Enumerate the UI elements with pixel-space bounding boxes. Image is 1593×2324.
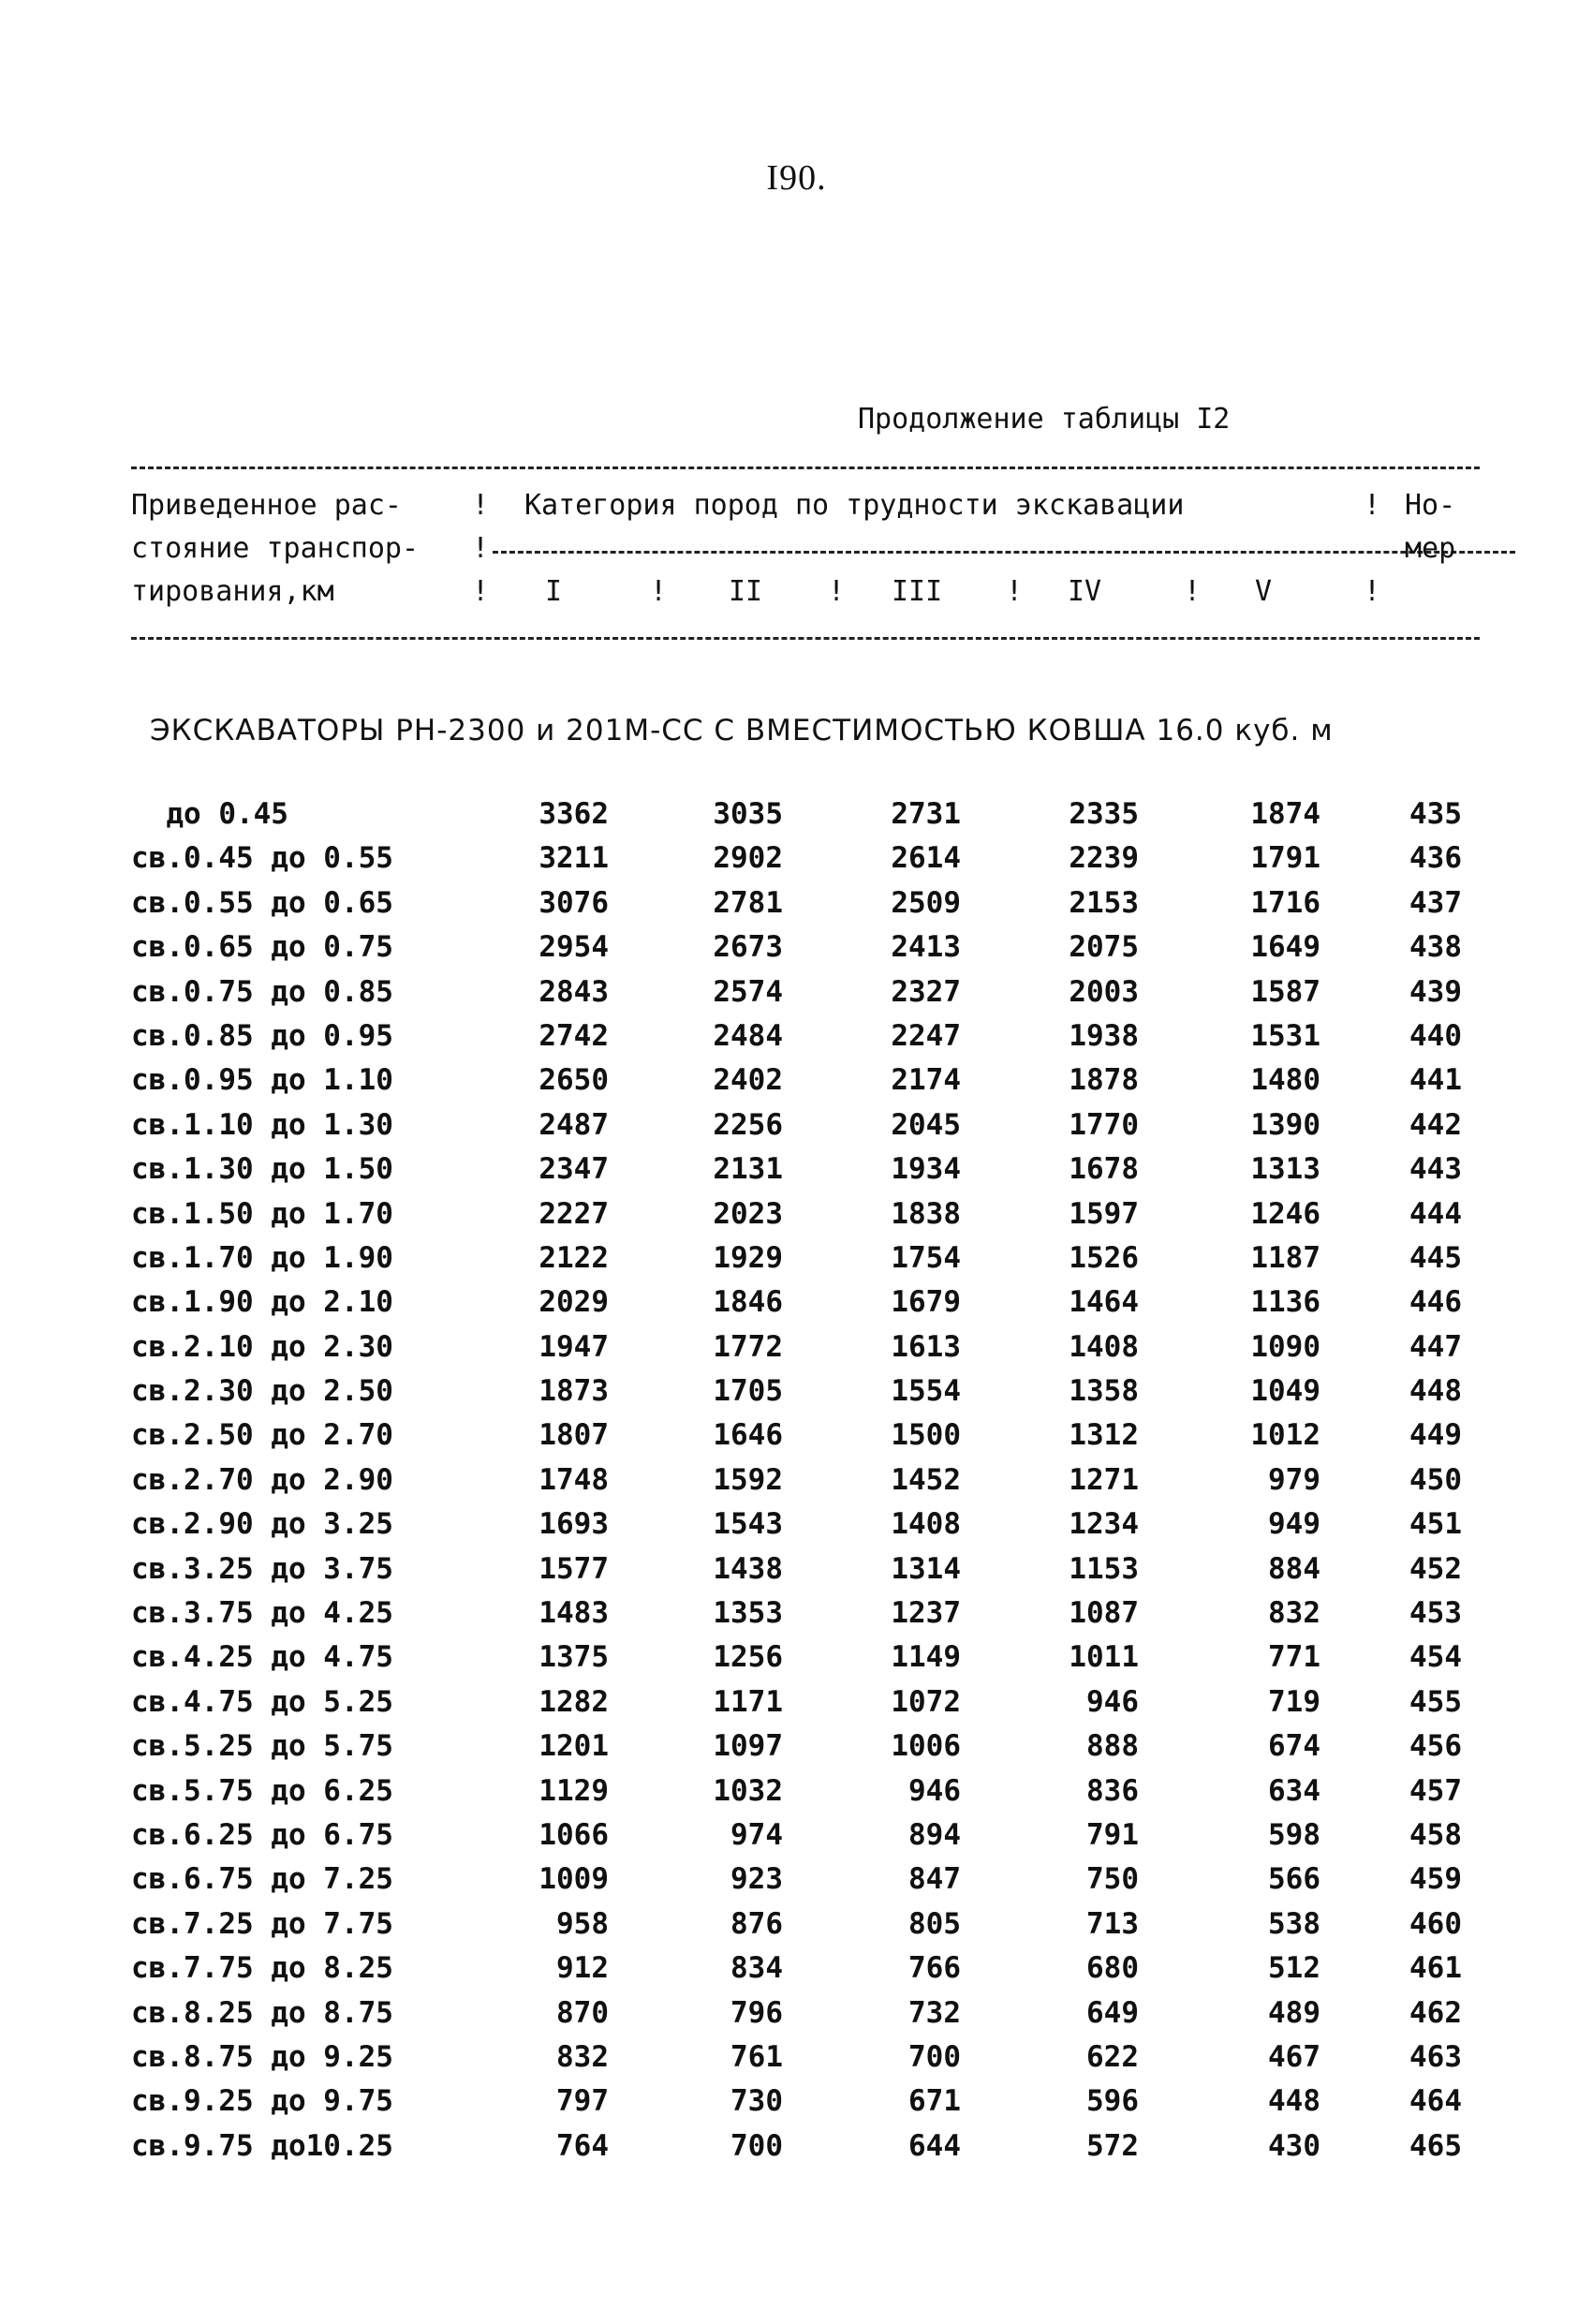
page-number: I90. xyxy=(766,158,827,198)
distance-cell: св.2.50 до 2.70 xyxy=(131,1418,393,1453)
category-1-value: 1129 xyxy=(538,1773,609,1808)
table-row xyxy=(0,1818,1593,1862)
category-2-value: 2781 xyxy=(713,885,783,920)
category-4-value: 713 xyxy=(1086,1906,1139,1941)
category-1-value: 1066 xyxy=(538,1817,609,1852)
table-row xyxy=(0,1596,1593,1640)
distance-cell: св.3.25 до 3.75 xyxy=(131,1551,393,1586)
category-4-value: 1878 xyxy=(1069,1063,1139,1098)
distance-cell: св.8.25 до 8.75 xyxy=(131,1995,393,2030)
table-row xyxy=(0,930,1593,974)
header-inner-rule xyxy=(493,551,1515,554)
table-body xyxy=(0,797,1593,2173)
category-5-value: 1649 xyxy=(1250,930,1320,965)
category-5-value: 1531 xyxy=(1250,1018,1320,1053)
category-3-value: 1754 xyxy=(891,1240,961,1275)
category-2-value: 761 xyxy=(730,2039,783,2074)
category-5-value: 430 xyxy=(1268,2128,1320,2163)
row-number-cell: 447 xyxy=(1409,1329,1462,1364)
category-3-value: 766 xyxy=(908,1951,961,1986)
header-separator: ! xyxy=(828,575,846,608)
category-2-value: 1772 xyxy=(713,1329,783,1364)
row-number-cell: 436 xyxy=(1409,841,1462,876)
category-1-value: 1483 xyxy=(538,1596,609,1631)
distance-cell: св.2.90 до 3.25 xyxy=(131,1507,393,1542)
category-3-value: 946 xyxy=(908,1773,961,1808)
header-number-line-1: Но- xyxy=(1405,489,1456,522)
category-3-value: 2413 xyxy=(891,930,961,965)
category-5-value: 1480 xyxy=(1250,1063,1320,1098)
category-5-value: 512 xyxy=(1268,1951,1320,1986)
distance-cell: св.4.25 до 4.75 xyxy=(131,1640,393,1675)
category-4-value: 946 xyxy=(1086,1684,1139,1719)
table-row xyxy=(0,1996,1593,2040)
table-row xyxy=(0,841,1593,885)
category-1-value: 1282 xyxy=(538,1684,609,1719)
category-5-value: 634 xyxy=(1268,1773,1320,1808)
header-distance-line-1: Приведенное рас- xyxy=(131,489,402,522)
header-separator: ! xyxy=(1184,575,1202,608)
category-4-value: 2153 xyxy=(1069,885,1139,920)
category-4-value: 1678 xyxy=(1069,1152,1139,1187)
category-5-value: 979 xyxy=(1268,1462,1320,1497)
category-5-value: 538 xyxy=(1268,1906,1320,1941)
category-3-value: 1237 xyxy=(891,1596,961,1631)
category-2-value: 1846 xyxy=(713,1285,783,1320)
category-3-value: 1006 xyxy=(891,1729,961,1764)
category-3-value: 894 xyxy=(908,1817,961,1852)
distance-cell: св.1.90 до 2.10 xyxy=(131,1285,393,1320)
category-1-value: 1009 xyxy=(538,1862,609,1897)
row-number-cell: 445 xyxy=(1409,1240,1462,1275)
category-2-value: 2023 xyxy=(713,1196,783,1231)
category-3-value: 1314 xyxy=(891,1551,961,1586)
category-4-value: 791 xyxy=(1086,1817,1139,1852)
category-5-value: 1090 xyxy=(1250,1329,1320,1364)
header-category-2: II xyxy=(729,575,763,608)
header-separator: ! xyxy=(1006,575,1024,608)
table-row xyxy=(0,1463,1593,1507)
distance-cell: св.1.30 до 1.50 xyxy=(131,1152,393,1187)
row-number-cell: 458 xyxy=(1409,1817,1462,1852)
category-5-value: 1136 xyxy=(1250,1285,1320,1320)
distance-cell: св.0.85 до 0.95 xyxy=(131,1018,393,1053)
table-row xyxy=(0,1685,1593,1729)
category-5-value: 674 xyxy=(1268,1729,1320,1764)
table-row xyxy=(0,2129,1593,2173)
distance-cell: св.7.25 до 7.75 xyxy=(131,1906,393,1941)
distance-cell: св.6.25 до 6.75 xyxy=(131,1817,393,1852)
category-5-value: 489 xyxy=(1268,1995,1320,2030)
category-3-value: 1934 xyxy=(891,1152,961,1187)
table-row xyxy=(0,1063,1593,1107)
category-2-value: 1256 xyxy=(713,1640,783,1675)
table-row xyxy=(0,1507,1593,1551)
category-3-value: 2731 xyxy=(891,797,961,831)
category-3-value: 1554 xyxy=(891,1374,961,1409)
table-row xyxy=(0,1907,1593,1951)
category-1-value: 2742 xyxy=(538,1018,609,1053)
category-2-value: 834 xyxy=(730,1951,783,1986)
category-1-value: 958 xyxy=(556,1906,609,1941)
category-4-value: 1597 xyxy=(1069,1196,1139,1231)
category-1-value: 1577 xyxy=(538,1551,609,1586)
distance-cell: св.0.55 до 0.65 xyxy=(131,885,393,920)
distance-cell: св.1.50 до 1.70 xyxy=(131,1196,393,1231)
distance-cell: св.6.75 до 7.25 xyxy=(131,1862,393,1897)
row-number-cell: 459 xyxy=(1409,1862,1462,1897)
category-4-value: 1234 xyxy=(1069,1507,1139,1542)
table-row xyxy=(0,2040,1593,2084)
category-4-value: 680 xyxy=(1086,1951,1139,1986)
row-number-cell: 442 xyxy=(1409,1107,1462,1142)
row-number-cell: 462 xyxy=(1409,1995,1462,2030)
row-number-cell: 456 xyxy=(1409,1729,1462,1764)
category-2-value: 1032 xyxy=(713,1773,783,1808)
distance-cell: св.8.75 до 9.25 xyxy=(131,2039,393,2074)
row-number-cell: 441 xyxy=(1409,1063,1462,1098)
category-2-value: 700 xyxy=(730,2128,783,2163)
row-number-cell: 463 xyxy=(1409,2039,1462,2074)
category-5-value: 566 xyxy=(1268,1862,1320,1897)
category-3-value: 1679 xyxy=(891,1285,961,1320)
row-number-cell: 449 xyxy=(1409,1418,1462,1453)
category-2-value: 1353 xyxy=(713,1596,783,1631)
table-row xyxy=(0,975,1593,1019)
section-title: ЭКСКАВАТОРЫ РН-2300 и 201М-СС С ВМЕСТИМОСТЬЮ КОВША 16.0 куб. м xyxy=(150,714,1334,748)
category-4-value: 836 xyxy=(1086,1773,1139,1808)
header-number-line-2: мер xyxy=(1405,532,1456,565)
category-3-value: 1452 xyxy=(891,1462,961,1497)
table-row xyxy=(0,1862,1593,1906)
top-rule xyxy=(131,466,1480,469)
category-1-value: 1748 xyxy=(538,1462,609,1497)
category-2-value: 1543 xyxy=(713,1507,783,1542)
category-2-value: 1929 xyxy=(713,1240,783,1275)
category-5-value: 1874 xyxy=(1250,797,1320,831)
category-5-value: 1049 xyxy=(1250,1374,1320,1409)
category-4-value: 649 xyxy=(1086,1995,1139,2030)
category-4-value: 622 xyxy=(1086,2039,1139,2074)
row-number-cell: 454 xyxy=(1409,1640,1462,1675)
header-bottom-rule xyxy=(131,637,1480,640)
table-row xyxy=(0,1774,1593,1818)
distance-cell: до 0.45 xyxy=(131,797,288,831)
category-4-value: 1087 xyxy=(1069,1596,1139,1631)
row-number-cell: 446 xyxy=(1409,1285,1462,1320)
category-5-value: 1791 xyxy=(1250,841,1320,876)
category-1-value: 2650 xyxy=(538,1063,609,1098)
category-5-value: 719 xyxy=(1268,1684,1320,1719)
category-5-value: 1390 xyxy=(1250,1107,1320,1142)
table-row xyxy=(0,1729,1593,1773)
category-4-value: 572 xyxy=(1086,2128,1139,2163)
category-1-value: 797 xyxy=(556,2084,609,2119)
row-number-cell: 465 xyxy=(1409,2128,1462,2163)
category-1-value: 1947 xyxy=(538,1329,609,1364)
table-row xyxy=(0,1418,1593,1462)
header-separator: ! xyxy=(1364,575,1381,608)
table-row xyxy=(0,1241,1593,1285)
category-3-value: 2509 xyxy=(891,885,961,920)
distance-cell: св.5.75 до 6.25 xyxy=(131,1773,393,1808)
header-category-5: V xyxy=(1255,575,1273,608)
category-3-value: 732 xyxy=(908,1995,961,2030)
category-1-value: 2122 xyxy=(538,1240,609,1275)
row-number-cell: 450 xyxy=(1409,1462,1462,1497)
header-separator: ! xyxy=(472,532,490,565)
table-continuation-label: Продолжение таблицы I2 xyxy=(858,403,1231,436)
category-3-value: 1613 xyxy=(891,1329,961,1364)
category-2-value: 1592 xyxy=(713,1462,783,1497)
header-separator: ! xyxy=(650,575,668,608)
category-5-value: 884 xyxy=(1268,1551,1320,1586)
row-number-cell: 457 xyxy=(1409,1773,1462,1808)
category-1-value: 1375 xyxy=(538,1640,609,1675)
category-2-value: 2256 xyxy=(713,1107,783,1142)
category-1-value: 2487 xyxy=(538,1107,609,1142)
category-4-value: 2335 xyxy=(1069,797,1139,831)
category-4-value: 1312 xyxy=(1069,1418,1139,1453)
category-3-value: 847 xyxy=(908,1862,961,1897)
category-1-value: 2347 xyxy=(538,1152,609,1187)
distance-cell: св.9.75 до10.25 xyxy=(131,2128,393,2163)
distance-cell: св.2.10 до 2.30 xyxy=(131,1329,393,1364)
distance-cell: св.7.75 до 8.25 xyxy=(131,1951,393,1986)
category-3-value: 1838 xyxy=(891,1196,961,1231)
category-2-value: 2402 xyxy=(713,1063,783,1098)
category-2-value: 923 xyxy=(730,1862,783,1897)
row-number-cell: 444 xyxy=(1409,1196,1462,1231)
category-4-value: 1153 xyxy=(1069,1551,1139,1586)
category-4-value: 750 xyxy=(1086,1862,1139,1897)
distance-cell: св.0.75 до 0.85 xyxy=(131,974,393,1009)
category-4-value: 1011 xyxy=(1069,1640,1139,1675)
row-number-cell: 435 xyxy=(1409,797,1462,831)
category-1-value: 2227 xyxy=(538,1196,609,1231)
row-number-cell: 452 xyxy=(1409,1551,1462,1586)
category-3-value: 1500 xyxy=(891,1418,961,1453)
category-4-value: 2075 xyxy=(1069,930,1139,965)
category-4-value: 1464 xyxy=(1069,1285,1139,1320)
row-number-cell: 437 xyxy=(1409,885,1462,920)
header-category-1: I xyxy=(545,575,563,608)
table-row xyxy=(0,1152,1593,1196)
category-4-value: 1938 xyxy=(1069,1018,1139,1053)
category-4-value: 888 xyxy=(1086,1729,1139,1764)
category-4-value: 2003 xyxy=(1069,974,1139,1009)
distance-cell: св.0.95 до 1.10 xyxy=(131,1063,393,1098)
category-3-value: 644 xyxy=(908,2128,961,2163)
table-row xyxy=(0,1640,1593,1684)
category-2-value: 1705 xyxy=(713,1374,783,1409)
category-2-value: 2574 xyxy=(713,974,783,1009)
table-row xyxy=(0,1552,1593,1596)
category-1-value: 3362 xyxy=(538,797,609,831)
category-5-value: 1246 xyxy=(1250,1196,1320,1231)
table-header xyxy=(131,489,1480,629)
category-5-value: 598 xyxy=(1268,1817,1320,1852)
category-1-value: 870 xyxy=(556,1995,609,2030)
category-2-value: 1646 xyxy=(713,1418,783,1453)
category-1-value: 1693 xyxy=(538,1507,609,1542)
category-2-value: 730 xyxy=(730,2084,783,2119)
header-category-3: III xyxy=(892,575,943,608)
category-5-value: 1716 xyxy=(1250,885,1320,920)
category-5-value: 1587 xyxy=(1250,974,1320,1009)
category-3-value: 671 xyxy=(908,2084,961,2119)
distance-cell: св.5.25 до 5.75 xyxy=(131,1729,393,1764)
category-4-value: 1271 xyxy=(1069,1462,1139,1497)
header-category-title: Категория пород по трудности экскавации xyxy=(524,489,1185,522)
category-5-value: 832 xyxy=(1268,1596,1320,1631)
table-row xyxy=(0,2084,1593,2128)
row-number-cell: 438 xyxy=(1409,930,1462,965)
category-1-value: 1201 xyxy=(538,1729,609,1764)
header-distance-line-3: тирования,км xyxy=(131,575,334,608)
header-distance-line-2: стояние транспор- xyxy=(131,532,420,565)
header-category-4: IV xyxy=(1068,575,1102,608)
category-2-value: 876 xyxy=(730,1906,783,1941)
row-number-cell: 464 xyxy=(1409,2084,1462,2119)
category-3-value: 700 xyxy=(908,2039,961,2074)
row-number-cell: 448 xyxy=(1409,1374,1462,1409)
category-1-value: 912 xyxy=(556,1951,609,1986)
category-5-value: 1012 xyxy=(1250,1418,1320,1453)
category-2-value: 1171 xyxy=(713,1684,783,1719)
table-row xyxy=(0,1285,1593,1329)
distance-cell: св.3.75 до 4.25 xyxy=(131,1596,393,1631)
distance-cell: св.2.70 до 2.90 xyxy=(131,1462,393,1497)
category-3-value: 2614 xyxy=(891,841,961,876)
category-5-value: 1313 xyxy=(1250,1152,1320,1187)
row-number-cell: 461 xyxy=(1409,1951,1462,1986)
category-2-value: 2902 xyxy=(713,841,783,876)
category-3-value: 2327 xyxy=(891,974,961,1009)
table-row xyxy=(0,797,1593,841)
category-2-value: 2484 xyxy=(713,1018,783,1053)
category-1-value: 2843 xyxy=(538,974,609,1009)
category-3-value: 2247 xyxy=(891,1018,961,1053)
category-4-value: 1526 xyxy=(1069,1240,1139,1275)
category-4-value: 1408 xyxy=(1069,1329,1139,1364)
table-row xyxy=(0,1108,1593,1152)
row-number-cell: 455 xyxy=(1409,1684,1462,1719)
category-3-value: 2045 xyxy=(891,1107,961,1142)
category-1-value: 2954 xyxy=(538,930,609,965)
category-3-value: 1408 xyxy=(891,1507,961,1542)
distance-cell: св.1.70 до 1.90 xyxy=(131,1240,393,1275)
category-4-value: 1358 xyxy=(1069,1374,1139,1409)
category-5-value: 448 xyxy=(1268,2084,1320,2119)
category-1-value: 2029 xyxy=(538,1285,609,1320)
table-row xyxy=(0,1197,1593,1241)
category-4-value: 596 xyxy=(1086,2084,1139,2119)
category-2-value: 1097 xyxy=(713,1729,783,1764)
table-row xyxy=(0,1374,1593,1418)
distance-cell: св.0.65 до 0.75 xyxy=(131,930,393,965)
category-2-value: 1438 xyxy=(713,1551,783,1586)
category-5-value: 467 xyxy=(1268,2039,1320,2074)
category-2-value: 2673 xyxy=(713,930,783,965)
table-row xyxy=(0,886,1593,930)
row-number-cell: 451 xyxy=(1409,1507,1462,1542)
category-5-value: 1187 xyxy=(1250,1240,1320,1275)
category-1-value: 3076 xyxy=(538,885,609,920)
category-3-value: 805 xyxy=(908,1906,961,1941)
category-4-value: 1770 xyxy=(1069,1107,1139,1142)
category-2-value: 974 xyxy=(730,1817,783,1852)
table-row xyxy=(0,1951,1593,1995)
header-separator: ! xyxy=(1364,489,1381,522)
category-1-value: 832 xyxy=(556,2039,609,2074)
distance-cell: св.9.25 до 9.75 xyxy=(131,2084,393,2119)
category-1-value: 764 xyxy=(556,2128,609,2163)
category-2-value: 3035 xyxy=(713,797,783,831)
header-separator: ! xyxy=(472,575,490,608)
category-3-value: 1149 xyxy=(891,1640,961,1675)
category-3-value: 1072 xyxy=(891,1684,961,1719)
table-row xyxy=(0,1019,1593,1063)
table-row xyxy=(0,1330,1593,1374)
category-5-value: 949 xyxy=(1268,1507,1320,1542)
distance-cell: св.4.75 до 5.25 xyxy=(131,1684,393,1719)
row-number-cell: 460 xyxy=(1409,1906,1462,1941)
category-1-value: 1873 xyxy=(538,1374,609,1409)
category-2-value: 796 xyxy=(730,1995,783,2030)
category-2-value: 2131 xyxy=(713,1152,783,1187)
row-number-cell: 443 xyxy=(1409,1152,1462,1187)
category-3-value: 2174 xyxy=(891,1063,961,1098)
row-number-cell: 440 xyxy=(1409,1018,1462,1053)
row-number-cell: 439 xyxy=(1409,974,1462,1009)
category-1-value: 1807 xyxy=(538,1418,609,1453)
category-1-value: 3211 xyxy=(538,841,609,876)
distance-cell: св.0.45 до 0.55 xyxy=(131,841,393,876)
header-separator: ! xyxy=(472,489,490,522)
category-5-value: 771 xyxy=(1268,1640,1320,1675)
distance-cell: св.2.30 до 2.50 xyxy=(131,1374,393,1409)
category-4-value: 2239 xyxy=(1069,841,1139,876)
row-number-cell: 453 xyxy=(1409,1596,1462,1631)
distance-cell: св.1.10 до 1.30 xyxy=(131,1107,393,1142)
